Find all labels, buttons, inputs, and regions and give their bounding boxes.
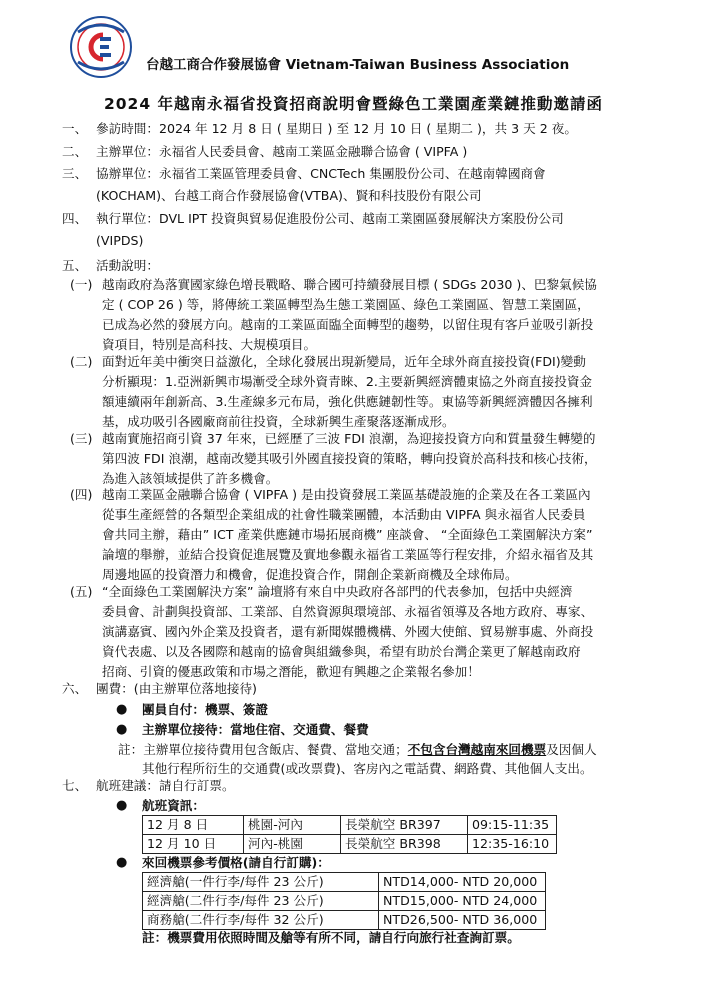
ticket-footnote: 註：機票費用依照時間及艙等有所不同，請自行向旅行社查詢訂票。 <box>142 930 520 945</box>
table-row: 經濟艙(一件行李/每件 23 公斤) NTD14,000- NTD 20,000 <box>143 873 546 892</box>
table-row: 12 月 10 日 河內-桃園 長榮航空 BR398 12:35-16:10 <box>143 835 557 854</box>
table-row: 經濟艙(二件行李/每件 23 公斤) NTD15,000- NTD 24,000 <box>143 892 546 911</box>
bullet-icon: ● <box>116 702 128 717</box>
fee-note: 註：主辦單位接待費用包含飯店、餐費、當地交通；不包含台灣越南來回機票及因個人 <box>118 742 597 757</box>
bullet-icon: ● <box>116 722 128 737</box>
table-row: 12 月 8 日 桃園-河內 長榮航空 BR397 09:15-11:35 <box>143 816 557 835</box>
organization-name: 台越工商合作發展協會 Vietnam-Taiwan Business Association <box>146 57 570 73</box>
document-title: 2024 年越南永福省投資招商說明會暨綠色工業園產業鏈推動邀請函 <box>103 95 604 113</box>
fee-note-line2: 其他行程所衍生的交通費(或改票費)、客房內之電話費、網路費、其他個人支出。 <box>142 761 593 776</box>
association-logo <box>70 16 132 78</box>
ticket-price-table <box>142 872 546 930</box>
invitation-page: 台越工商合作發展協會 Vietnam-Taiwan Business Association 2024 年越南永福省投資招商說明會暨綠色工業園產業鏈推動邀請函 一、 參訪時間：2024 年 12 月 8 日 ( 星期日 ) 至 12 月 10 日 ( 星期二 )，共 3 天 2 夜。 二、 主辦單位：永福省人民委員會、越南工業區金融聯合協會 ( VIPFA ) 三、 協辦單位：永福省工業區管理委員會、CNCTech 集團股份公司、在越南韓國商會 (KOCHAM)、台越工商合作發展協會(VTBA)、賢和科技股份有限公司 四、 執行單位：DVL IPT 投資與貿易促進股份公司、越南工業園區發展解決方案股份公司 (VIPDS) 五、 活動說明： (一) 越南政府為落實國家綠色增長戰略、聯合國可持續發展目標 ( SDGs 2030 )、巴黎氣候協 定 ( COP 26 ) 等，將傳統工業區轉型為生態工業園區、綠色工業園區、智慧工業園區， 已成為必然的發展方向。越南的工業區面臨全面轉型的趨勢，以留住現有客戶並吸引新投 資項目，特別是高科技、大規模項目。 (二) 面對近年美中衝突日益激化，全球化發展出現新變局，近年全球外商直接投資(FDI)變動 分析顯現：1.亞洲新興市場漸受全球外資青睞、2.主要新興經濟體東協之外商直接投資金 額連續兩年創新高、3.生產線多元布局，強化供應鏈韌性等。東協等新興經濟體因各擁利 基，成功吸引各國廠商前往投資，全球新興生產聚落逐漸成形。 (三) 越南實施招商引資 37 年來，已經歷了三波 FDI 浪潮，為迎接投資方向和質量發生轉變的 第四波 FDI 浪潮，越南改變其吸引外國直接投資的策略，轉向投資於高科技和核心技術， 為進入該領域提供了許多機會。 (四) 越南工業區金融聯合協會 ( VIPFA ) 是由投資發展工業區基礎設施的企業及在各工業區內 從事生產經營的各類型企業組成的社會性職業團體，本活動由 VIPFA 與永福省人民委員 會共同主辦，藉由” ICT 產業供應鏈市場拓展商機” 座談會、 “全面綠色工業園解決方案” 論壇的舉辦，並結合投資促進展覽及實地參觀永福省工業區等行程安排，介紹永福省及其 周邊地區的投資潛力和機會，促進投資合作，開創企業新商機及全球佈局。 (五) “全面綠色工業園解決方案” 論壇將有來自中央政府各部門的代表參加，包括中央經濟 委員會、計劃與投資部、工業部、自然資源與環境部、永福省領導及各地方政府、專家、 演講嘉賓、國內外企業及投資者，還有新聞媒體機構、外國大使館、貿易辦事處、外商投 資代表處、以及各國際和越南的協會與組織參與，希望有助於台灣企業更了解越南政府 招商、引資的優惠政策和市場之潛能，歡迎有興趣之企業報名參加！ 六、 團費：(由主辦單位落地接待) ● 團員自付：機票、簽證 ● 主辦單位接待：當地住宿、交通費、餐費 註：主辦單位接待費用包含飯店、餐費、當地交通；不包含台灣越南來回機票及因個人 其他行程所衍生的交通費(或改票費)、客房內之電話費、網路費、其他個人支出。 七、 航班建議：請自行訂票。 ● 航班資訊： 12 月 8 日 桃園-河內 長榮航空 BR397 09:15-11:35 12 月 10 日 河內-桃園 長榮航空 BR398 12:35-16:10 ● 來回機票參考價格(請自行訂購)： 經濟艙(一件行李/每件 23 公斤) NTD14,000- NTD 20,000 經濟艙(二件行李/每件 23 公斤) NTD15,000- NTD 24,000 商務艙(二件行李/每件 32 公斤) NTD26,500- NTD 36,000 註：機票費用依照時間及艙等有所不同，請自行向旅行社查詢訂票。 <box>0 0 707 1000</box>
bullet-icon: ● <box>116 798 128 813</box>
flight-table <box>142 815 557 854</box>
bullet-icon: ● <box>116 855 128 870</box>
table-row: 商務艙(二件行李/每件 32 公斤) NTD26,500- NTD 36,000 <box>143 911 546 930</box>
